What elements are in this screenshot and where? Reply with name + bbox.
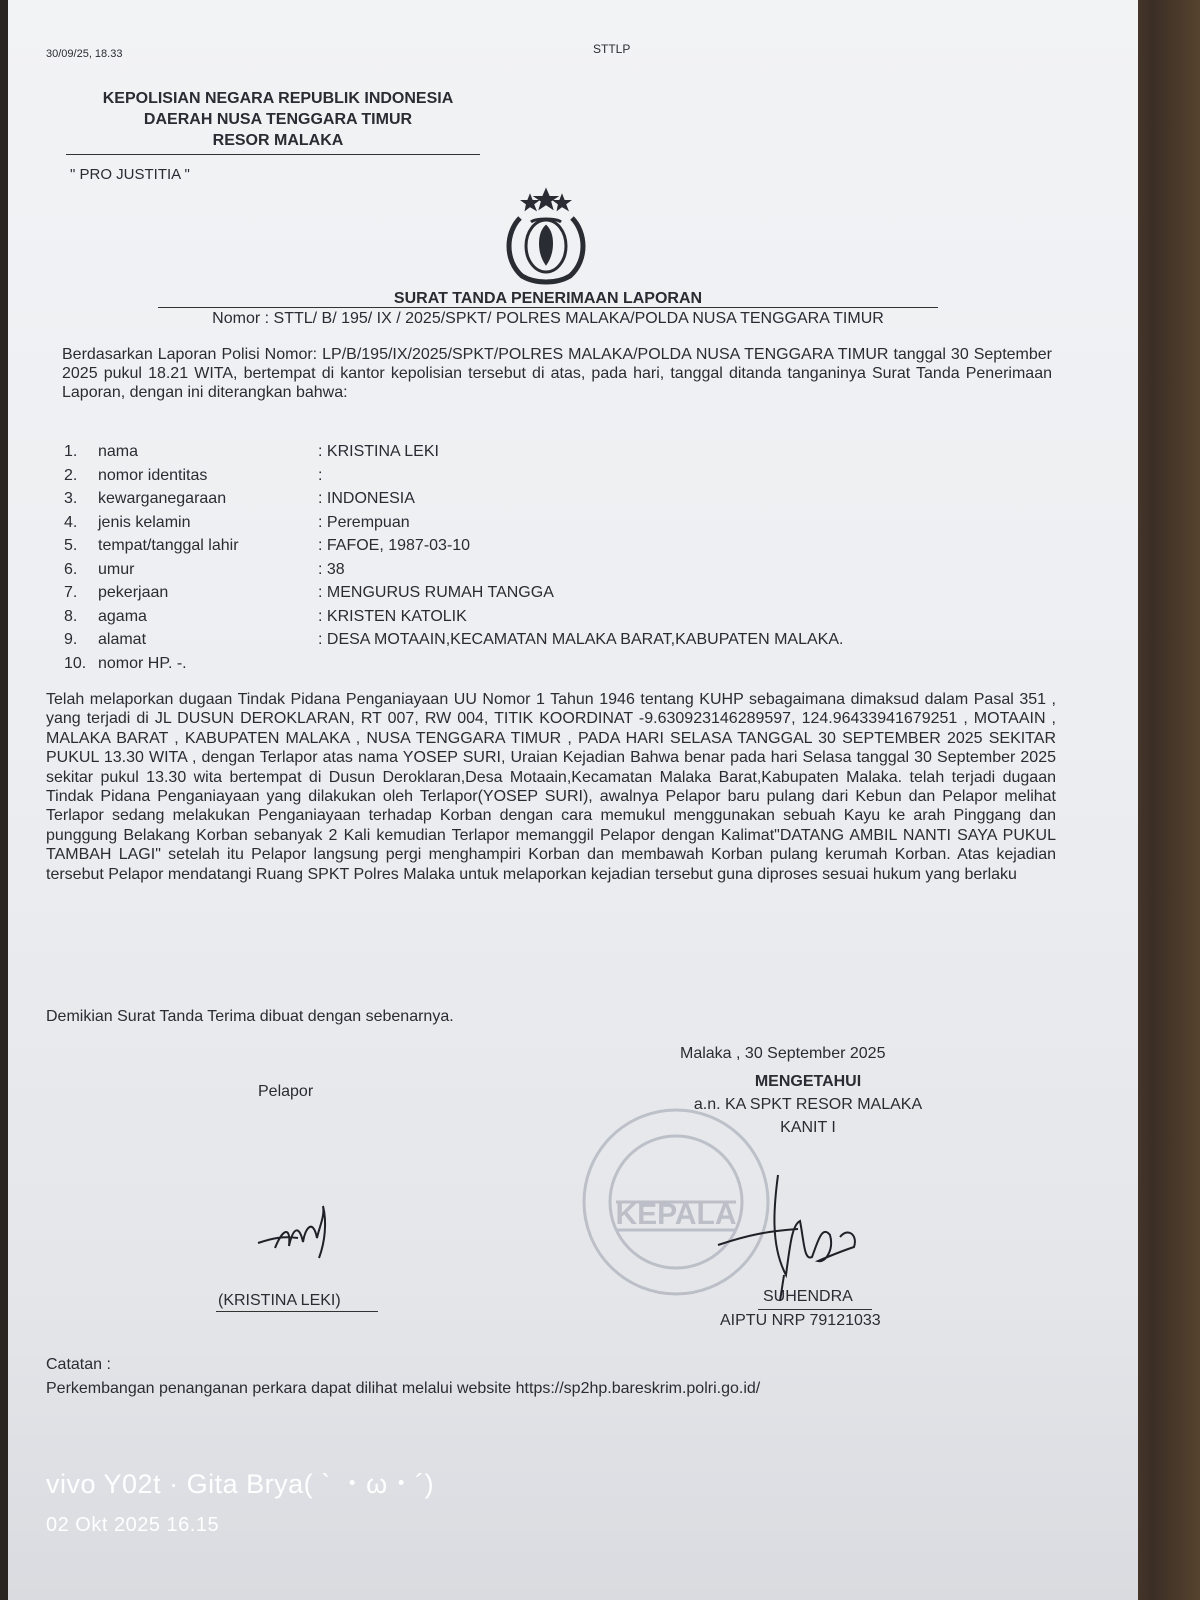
item-label: tempat/tanggal lahir bbox=[98, 537, 239, 554]
item-label: alamat bbox=[98, 631, 147, 648]
camera-watermark-datetime: 02 Okt 2025 16.15 bbox=[46, 1514, 220, 1536]
item-label: nomor HP. -. bbox=[98, 654, 187, 672]
item-number: 6. bbox=[64, 560, 78, 578]
item-number: 9. bbox=[64, 631, 78, 648]
institution-line: KEPOLISIAN NEGARA REPUBLIK INDONESIA bbox=[102, 90, 454, 107]
place-date: Malaka , 30 September 2025 bbox=[680, 1045, 886, 1062]
item-value bbox=[318, 655, 1024, 679]
institution-header bbox=[68, 88, 488, 151]
reporter-label: Pelapor bbox=[258, 1083, 314, 1100]
document-number: Nomor : STTL/ B/ 195/ IX / 2025/SPKT/ POLRES MALAKA/POLDA NUSA TENGGARA TIMUR bbox=[212, 310, 884, 327]
item-label: agama bbox=[98, 607, 147, 625]
list-item bbox=[64, 443, 1024, 467]
item-value: : FAFOE, 1987-03-10 bbox=[318, 537, 471, 554]
print-timestamp: 30/09/25, 18.33 bbox=[46, 48, 123, 60]
officer-rank: AIPTU NRP 79121033 bbox=[720, 1312, 881, 1329]
document-title: SURAT TANDA PENERIMAAN LAPORAN bbox=[393, 290, 703, 307]
item-label: jenis kelamin bbox=[98, 513, 191, 531]
camera-watermark-device: vivo Y02t · Gita Brya( ` ・ω・´) bbox=[46, 1469, 435, 1499]
pro-justitia: " PRO JUSTITIA " bbox=[70, 166, 190, 183]
item-number: 4. bbox=[64, 513, 78, 531]
list-item bbox=[64, 514, 1024, 538]
divider bbox=[66, 154, 480, 155]
item-value: : KRISTEN KATOLIK bbox=[318, 607, 467, 625]
item-value: : 38 bbox=[318, 560, 345, 578]
intro-paragraph: Berdasarkan Laporan Polisi Nomor: LP/B/195/IX/2025/SPKT/POLRES MALAKA/POLDA NUSA TENGGARA TIMUR tanggal 30 September 2025 pukul 18.21 WITA, bertempat di kantor kepolisian tersebut di atas, pada hari, tanggal ditanda tanganinya Surat Tanda Penerimaan Laporan, dengan ini diterangkan bahwa: bbox=[62, 346, 1052, 401]
list-item bbox=[64, 467, 1024, 491]
list-item bbox=[64, 584, 1024, 608]
item-label: umur bbox=[98, 560, 135, 578]
notes-text: Perkembangan penanganan perkara dapat dilihat melalui website https://sp2hp.bareskrim.polri.go.id/ bbox=[46, 1380, 761, 1397]
item-number: 5. bbox=[64, 537, 78, 554]
institution-line: RESOR MALAKA bbox=[212, 132, 344, 149]
divider bbox=[158, 307, 938, 308]
list-item bbox=[64, 537, 1024, 561]
institution-line: DAERAH NUSA TENGGARA TIMUR bbox=[143, 111, 413, 128]
form-code: STTLP bbox=[593, 42, 631, 56]
position-label: KANIT I bbox=[780, 1119, 836, 1136]
item-value: : Perempuan bbox=[318, 513, 410, 531]
item-number: 8. bbox=[64, 607, 78, 625]
officer-signature-icon bbox=[708, 1165, 878, 1305]
item-value: : bbox=[318, 466, 323, 484]
police-emblem-icon bbox=[486, 182, 606, 290]
report-body: Telah melaporkan dugaan Tindak Pidana Penganiayaan UU Nomor 1 Tahun 1946 tentang KUHP sebagaimana dimaksud dalam Pasal 351 , yang terjadi di JL DUSUN DEROKLARAN, RT 007, RW 004, TITIK KOORDINAT -9.630923146289597, 124.96433941679251 , MOTAAIN , MALAKA BARAT , KABUPATEN MALAKA , NUSA TENGGARA TIMUR , PADA HARI SELASA TANGGAL 30 SEPTEMBER 2025 SEKITAR PUKUL 13.30 WITA , dengan Terlapor atas nama YOSEP SURI, Uraian Kejadian Bahwa benar pada hari Selasa tanggal 30 September 2025 sekitar pukul 13.30 wita bertempat di Dusun Deroklaran,Desa Motaain,Kecamatan Malaka Barat,Kabupaten Malaka. telah terjadi dugaan Tindak Pidana Penganiayaan yang dilakukan oleh Terlapor(YOSEP SURI), awalnya Pelapor baru pulang dari Kebun dan Pelapor melihat Terlapor sedang melakukan Penganiayaan terhadap Korban dengan cara memukul menggunakan sebuah Kayu ke arah Pinggang dan punggung Belakang Korban sebanyak 2 Kali kemudian Terlapor memanggil Pelapor dengan Kalimat"DATANG AMBIL NANTI SAYA PUKUL TAMBAH LAGI" setelah itu Pelapor langsung pergi menghampiri Korban dan membawah Korban pulang kerumah Korban. Atas kejadian tersebut Pelapor mendatangi Ruang SPKT Polres Malaka untuk melaporkan kejadian tersebut guna diproses sesuai hukum yang berlaku bbox=[46, 691, 1056, 883]
list-item bbox=[64, 631, 1024, 655]
item-number: 10. bbox=[64, 654, 87, 672]
document-page bbox=[8, 0, 1138, 1600]
identity-list bbox=[64, 443, 1024, 678]
item-label: nama bbox=[98, 443, 139, 460]
reporter-signature-icon bbox=[253, 1198, 348, 1268]
closing-statement: Demikian Surat Tanda Terima dibuat dengan sebenarnya. bbox=[46, 1008, 454, 1025]
officer-name: SUHENDRA bbox=[763, 1288, 853, 1305]
divider bbox=[758, 1309, 872, 1310]
notes-label: Catatan : bbox=[46, 1356, 111, 1373]
item-value: : INDONESIA bbox=[318, 490, 415, 507]
item-label: kewarganegaraan bbox=[98, 490, 227, 507]
list-item bbox=[64, 608, 1024, 632]
list-item bbox=[64, 561, 1024, 585]
item-label: pekerjaan bbox=[98, 584, 169, 601]
list-item bbox=[64, 655, 1024, 679]
on-behalf-label: a.n. KA SPKT RESOR MALAKA bbox=[693, 1096, 923, 1113]
item-number: 7. bbox=[64, 584, 78, 601]
item-label: nomor identitas bbox=[98, 466, 208, 484]
divider bbox=[216, 1311, 378, 1312]
item-value: : DESA MOTAAIN,KECAMATAN MALAKA BARAT,KABUPATEN MALAKA. bbox=[318, 631, 844, 648]
item-value: : MENGURUS RUMAH TANGGA bbox=[318, 584, 554, 601]
acknowledged-label: MENGETAHUI bbox=[754, 1073, 862, 1090]
item-number: 2. bbox=[64, 466, 78, 484]
list-item bbox=[64, 490, 1024, 514]
item-number: 1. bbox=[64, 443, 78, 460]
svg-text:KEPALA: KEPALA bbox=[615, 1198, 737, 1231]
item-number: 3. bbox=[64, 490, 78, 507]
reporter-name: (KRISTINA LEKI) bbox=[218, 1292, 341, 1309]
item-value: : KRISTINA LEKI bbox=[318, 443, 439, 460]
